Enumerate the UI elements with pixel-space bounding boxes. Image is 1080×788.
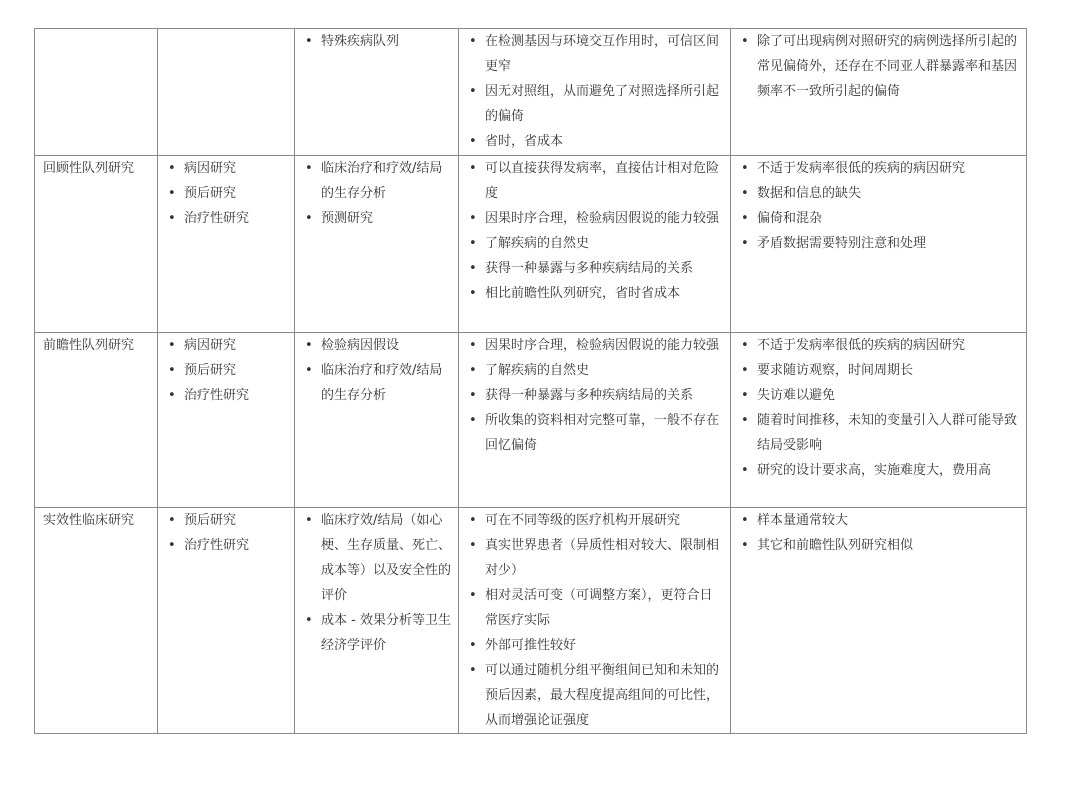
list-item-text: 病因研究 <box>184 338 237 353</box>
bullet-icon: • <box>741 34 749 49</box>
purpose-cell <box>295 29 459 156</box>
list-item <box>303 358 452 408</box>
list-item-text: 了解疾病的自然史 <box>485 363 590 378</box>
list-item-text: 偏倚和混杂 <box>757 211 823 226</box>
bullet-list <box>467 29 724 154</box>
list-item <box>739 156 1020 181</box>
list-item-text: 临床治疗和疗效/结局的生存分析 <box>321 363 443 403</box>
list-item-text: 相对灵活可变（可调整方案），更符合日常医疗实际 <box>485 588 713 628</box>
list-item-text: 因果时序合理，检验病因假说的能力较强 <box>485 211 720 226</box>
list-item-text: 预测研究 <box>321 211 374 226</box>
study-design-table <box>34 28 1027 734</box>
list-item-text: 数据和信息的缺失 <box>757 186 862 201</box>
list-item-text: 外部可推性较好 <box>485 638 577 653</box>
bullet-icon: • <box>305 338 313 353</box>
list-item <box>739 508 1020 533</box>
purpose-cell <box>295 156 459 333</box>
bullet-icon: • <box>741 338 749 353</box>
table-row <box>35 508 1027 734</box>
bullet-icon: • <box>305 211 313 226</box>
list-item <box>467 358 724 383</box>
bullet-icon: • <box>469 588 477 603</box>
table-row <box>35 156 1027 333</box>
disadvantages-cell <box>731 156 1027 333</box>
list-item-text: 病因研究 <box>184 161 237 176</box>
list-item <box>467 533 724 583</box>
bullet-icon: • <box>741 413 749 428</box>
bullet-icon: • <box>741 161 749 176</box>
list-item-text: 省时，省成本 <box>485 134 564 149</box>
list-item-text: 了解疾病的自然史 <box>485 236 590 251</box>
list-item <box>166 508 288 533</box>
bullet-list <box>739 508 1020 558</box>
bullet-icon: • <box>168 388 176 403</box>
bullet-icon: • <box>469 388 477 403</box>
list-item <box>467 231 724 256</box>
bullet-icon: • <box>469 34 477 49</box>
list-item-text: 预后研究 <box>184 513 237 528</box>
list-item-text: 获得一种暴露与多种疾病结局的关系 <box>485 261 694 276</box>
bullet-list <box>467 156 724 306</box>
bullet-icon: • <box>741 513 749 528</box>
advantages-cell <box>459 333 731 508</box>
list-item <box>739 181 1020 206</box>
list-item-text: 成本 - 效果分析等卫生经济学评价 <box>321 613 451 653</box>
list-item-text: 检验病因假设 <box>321 338 400 353</box>
purpose-cell <box>295 508 459 734</box>
list-item <box>166 533 288 558</box>
list-item-text: 因无对照组，从而避免了对照选择所引起的偏倚 <box>485 84 720 124</box>
bullet-icon: • <box>469 538 477 553</box>
bullet-icon: • <box>305 34 313 49</box>
list-item <box>739 458 1020 483</box>
list-item <box>166 333 288 358</box>
disadvantages-cell <box>731 333 1027 508</box>
bullet-icon: • <box>469 134 477 149</box>
list-item-text: 治疗性研究 <box>184 211 250 226</box>
bullet-icon: • <box>168 186 176 201</box>
advantages-cell <box>459 156 731 333</box>
list-item <box>467 333 724 358</box>
list-item <box>303 206 452 231</box>
direction-cell <box>158 508 295 734</box>
bullet-icon: • <box>741 211 749 226</box>
list-item-text: 样本量通常较大 <box>757 513 849 528</box>
bullet-icon: • <box>741 236 749 251</box>
list-item <box>467 658 724 733</box>
list-item <box>739 206 1020 231</box>
list-item-text: 在检测基因与环境交互作用时，可信区间更窄 <box>485 34 720 74</box>
list-item-text: 要求随访观察，时间周期长 <box>757 363 914 378</box>
list-item <box>467 256 724 281</box>
list-item-text: 获得一种暴露与多种疾病结局的关系 <box>485 388 694 403</box>
list-item-text: 所收集的资料相对完整可靠，一般不存在回忆偏倚 <box>485 413 720 453</box>
list-item-text: 特殊疾病队列 <box>321 34 400 49</box>
list-item <box>467 206 724 231</box>
list-item <box>166 156 288 181</box>
bullet-icon: • <box>741 186 749 201</box>
bullet-icon: • <box>469 413 477 428</box>
bullet-icon: • <box>741 463 749 478</box>
bullet-icon: • <box>168 513 176 528</box>
bullet-icon: • <box>741 538 749 553</box>
list-item <box>303 333 452 358</box>
bullet-icon: • <box>469 638 477 653</box>
disadvantages-cell <box>731 29 1027 156</box>
disadvantages-cell <box>731 508 1027 734</box>
bullet-icon: • <box>168 538 176 553</box>
bullet-list <box>739 333 1020 483</box>
list-item-text: 随着时间推移，未知的变量引入人群可能导致结局受影响 <box>757 413 1018 453</box>
list-item-text: 治疗性研究 <box>184 388 250 403</box>
bullet-list <box>303 156 452 231</box>
list-item <box>739 408 1020 458</box>
list-item <box>467 156 724 206</box>
list-item-text: 矛盾数据需要特别注意和处理 <box>757 236 927 251</box>
bullet-icon: • <box>469 363 477 378</box>
list-item-text: 临床治疗和疗效/结局的生存分析 <box>321 161 443 201</box>
advantages-cell <box>459 29 731 156</box>
list-item <box>739 358 1020 383</box>
list-item-text: 真实世界患者（异质性相对较大、限制相对少） <box>485 538 720 578</box>
direction-cell <box>158 156 295 333</box>
bullet-icon: • <box>305 161 313 176</box>
bullet-list <box>303 29 452 54</box>
list-item <box>303 608 452 658</box>
list-item <box>739 333 1020 358</box>
list-item-text: 可在不同等级的医疗机构开展研究 <box>485 513 681 528</box>
list-item-text: 预后研究 <box>184 363 237 378</box>
list-item <box>166 358 288 383</box>
bullet-list <box>467 508 724 733</box>
study-type-cell: 回顾性队列研究 <box>35 156 158 333</box>
bullet-list <box>166 333 288 408</box>
list-item-text: 其它和前瞻性队列研究相似 <box>757 538 914 553</box>
bullet-icon: • <box>469 236 477 251</box>
bullet-icon: • <box>305 363 313 378</box>
bullet-list <box>739 156 1020 256</box>
bullet-icon: • <box>168 161 176 176</box>
purpose-cell <box>295 333 459 508</box>
list-item-text: 失访难以避免 <box>757 388 836 403</box>
list-item <box>467 583 724 633</box>
bullet-icon: • <box>469 286 477 301</box>
list-item <box>739 383 1020 408</box>
study-type-cell: 实效性临床研究 <box>35 508 158 734</box>
list-item <box>166 181 288 206</box>
bullet-list <box>739 29 1020 104</box>
list-item <box>467 508 724 533</box>
direction-cell <box>158 333 295 508</box>
bullet-list <box>166 508 288 558</box>
list-item-text: 可以直接获得发病率，直接估计相对危险度 <box>485 161 720 201</box>
bullet-list <box>467 333 724 458</box>
list-item <box>467 29 724 79</box>
table-row <box>35 333 1027 508</box>
list-item-text: 不适于发病率很低的疾病的病因研究 <box>757 161 966 176</box>
bullet-icon: • <box>168 363 176 378</box>
list-item-text: 不适于发病率很低的疾病的病因研究 <box>757 338 966 353</box>
list-item-text: 预后研究 <box>184 186 237 201</box>
list-item <box>303 156 452 206</box>
study-type-cell <box>35 29 158 156</box>
list-item-text: 可以通过随机分组平衡组间已知和未知的预后因素，最大程度提高组间的可比性，从而增强论证强度 <box>485 663 720 728</box>
bullet-icon: • <box>469 84 477 99</box>
bullet-icon: • <box>469 261 477 276</box>
bullet-list <box>303 333 452 408</box>
list-item-text: 研究的设计要求高，实施难度大，费用高 <box>757 463 992 478</box>
bullet-icon: • <box>469 161 477 176</box>
bullet-icon: • <box>168 338 176 353</box>
list-item <box>467 383 724 408</box>
list-item <box>303 508 452 608</box>
list-item <box>467 408 724 458</box>
bullet-list <box>303 508 452 658</box>
list-item <box>467 129 724 154</box>
study-type-cell: 前瞻性队列研究 <box>35 333 158 508</box>
list-item <box>739 231 1020 256</box>
list-item <box>739 533 1020 558</box>
bullet-icon: • <box>469 513 477 528</box>
table-row <box>35 29 1027 156</box>
list-item-text: 因果时序合理，检验病因假说的能力较强 <box>485 338 720 353</box>
bullet-icon: • <box>469 663 477 678</box>
advantages-cell <box>459 508 731 734</box>
bullet-icon: • <box>305 613 313 628</box>
list-item <box>166 206 288 231</box>
table-body <box>35 29 1027 734</box>
list-item-text: 除了可出现病例对照研究的病例选择所引起的常见偏倚外，还存在不同亚人群暴露率和基因频率不一致所引起的偏倚 <box>757 34 1018 99</box>
list-item-text: 治疗性研究 <box>184 538 250 553</box>
list-item <box>467 79 724 129</box>
list-item <box>467 633 724 658</box>
bullet-list <box>166 156 288 231</box>
list-item <box>303 29 452 54</box>
bullet-icon: • <box>305 513 313 528</box>
bullet-icon: • <box>469 338 477 353</box>
list-item <box>467 281 724 306</box>
bullet-icon: • <box>469 211 477 226</box>
list-item <box>739 29 1020 104</box>
list-item-text: 临床疗效/结局（如心梗、生存质量、死亡、成本等）以及安全性的评价 <box>321 513 452 603</box>
bullet-icon: • <box>741 388 749 403</box>
direction-cell <box>158 29 295 156</box>
list-item-text: 相比前瞻性队列研究，省时省成本 <box>485 286 681 301</box>
list-item <box>166 383 288 408</box>
bullet-icon: • <box>741 363 749 378</box>
bullet-icon: • <box>168 211 176 226</box>
